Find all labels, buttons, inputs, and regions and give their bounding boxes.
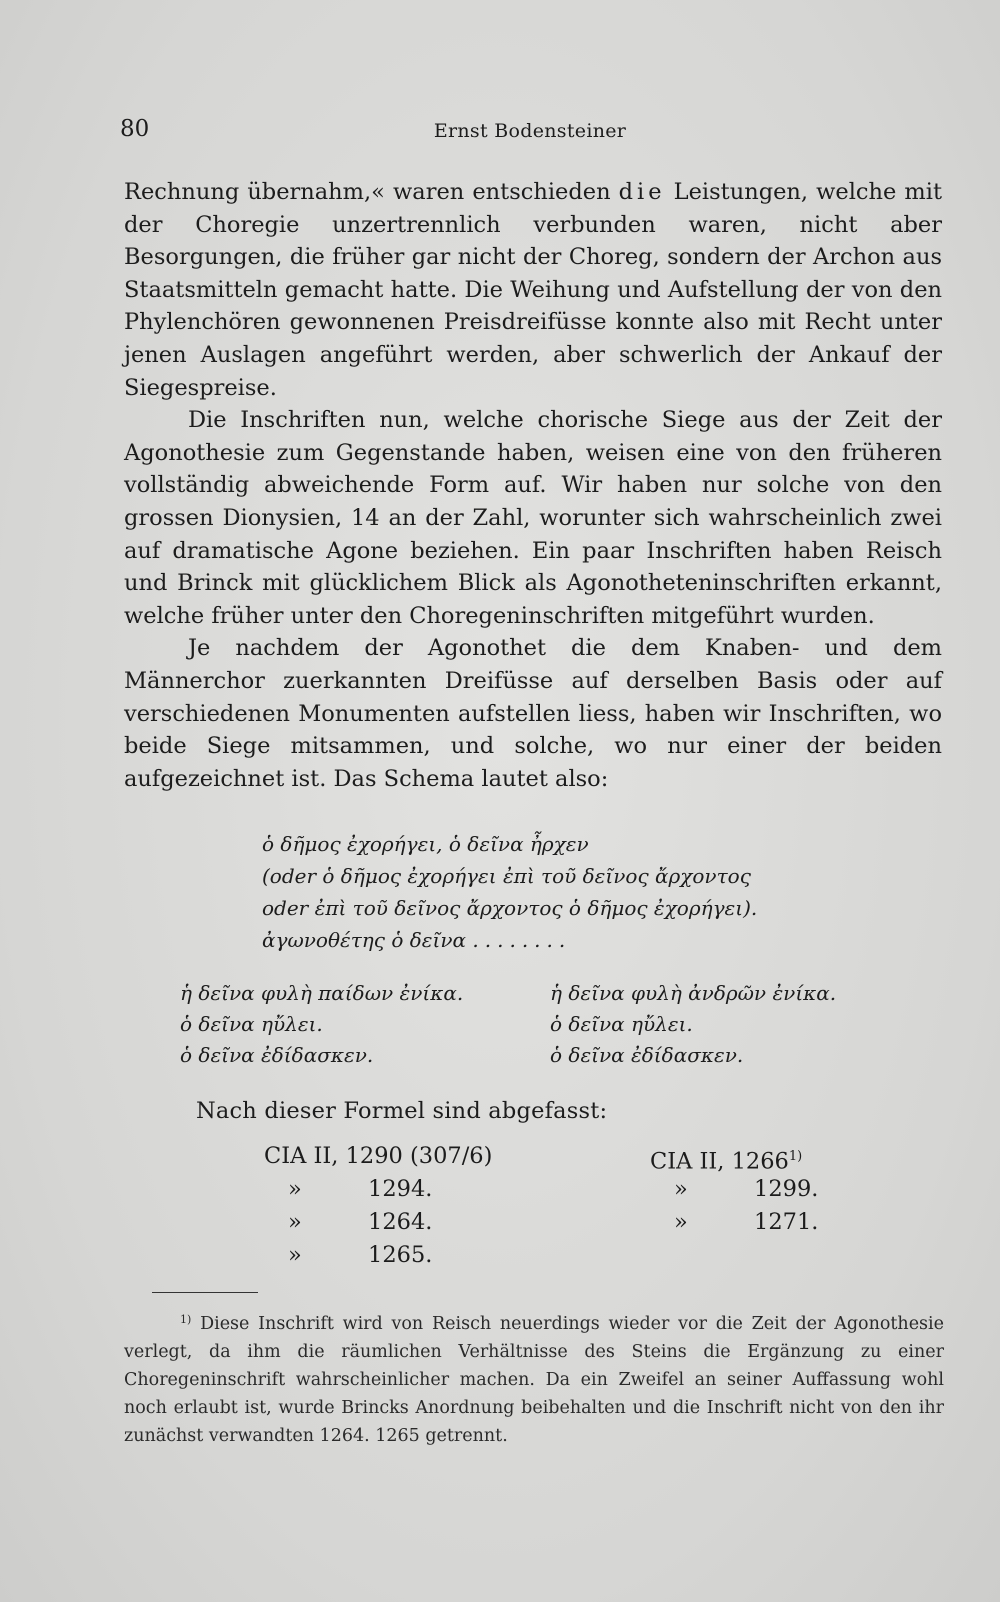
schema-column-men <box>550 978 930 1071</box>
emphasized-word: die <box>618 179 666 205</box>
cia-list-right <box>650 1140 890 1239</box>
column-line: ὁ δεῖνα ηὔλει. <box>550 1012 693 1036</box>
paragraph-2: Die Inschriften nun, welche chorische Siege aus der Zeit der Agonothesie zum Gegenstande haben, weisen eine von den früheren vollständig abweichende Form auf. Wir haben nur solche von den grossen Dionysien, 14 an der Zahl, worunter sich wahrscheinlich zwei auf dramatische Agone beziehen. Ein paar Inschriften haben Reisch und Brinck mit glücklichem Blick als Agonotheteninschriften erkannt, welche früher unter den Choregeninschriften mitgeführt wurden. <box>124 407 942 629</box>
main-text <box>124 176 942 795</box>
column-line: ὁ δεῖνα ἐδίδασκεν. <box>180 1043 374 1067</box>
cia-number: 1265. <box>368 1242 433 1268</box>
formel-intro: Nach dieser Formel sind abgefasst: <box>196 1098 608 1124</box>
footnote-text: Diese Inschrift wird von Reisch neuerdings wieder vor die Zeit der Agonothesie verlegt, da ihm die räumlichen Verhältnisse des Steins die Ergänzung zu einer Choregeninschrift wahrscheinlicher machen. Da ein Zweifel an seiner Auffassung wohl noch erlaubt ist, wurde Brincks Anordnung beibehalten und die Inschrift nicht von den ihr zunächst verwandten 1264. 1265 getrennt. <box>124 1314 944 1446</box>
cia-list-left <box>264 1140 584 1272</box>
page-number: 80 <box>120 116 150 142</box>
page-header <box>120 116 940 150</box>
paragraph-1-rest: Leistungen, welche mit der Choregie unzertrennlich verbunden waren, nicht aber Besorgungen, die früher gar nicht der Choreg, sondern der Archon aus Staatsmitteln gemacht hatte. Die Weihung und Aufstellung der von den Phylenchören gewonnenen Preisdreifüsse konnte also mit Recht unter jenen Auslagen angeführt werden, aber schwerlich der Ankauf der Siegespreise. <box>124 179 942 401</box>
footnote <box>124 1306 944 1450</box>
cia-entry <box>264 1140 584 1173</box>
cia-number: 1299. <box>754 1176 819 1202</box>
footnote-divider <box>152 1292 258 1293</box>
paragraph-3: Je nachdem der Agonothet die dem Knaben- und dem Männerchor zuerkannten Dreifüsse auf derselben Basis oder auf verschiedenen Monumenten aufstellen liess, haben wir Inschriften, wo beide Siege mitsammen, und solche, wo nur einer der beiden aufgezeichnet ist. Das Schema lautet also: <box>124 635 942 792</box>
cia-number: 1271. <box>754 1209 819 1235</box>
schema-line: oder ἐπὶ τοῦ δεῖνος ἄρχοντος ὁ δῆμος ἐχορήγει). <box>262 896 758 920</box>
cia-number: 1294. <box>368 1176 433 1202</box>
schema-column-boys <box>180 978 560 1071</box>
ditto-mark: » <box>674 1209 688 1235</box>
schema-dots: ........ <box>472 928 572 952</box>
ditto-mark: » <box>288 1242 302 1268</box>
cia-entry <box>650 1173 890 1206</box>
running-head: Ernst Bodensteiner <box>433 120 627 142</box>
paragraph-1 <box>124 176 942 404</box>
schema-line: (oder ὁ δῆμος ἐχορήγει ἐπὶ τοῦ δεῖνος ἄρχοντος <box>262 864 751 888</box>
greek-schema <box>262 828 862 956</box>
cia-entry <box>264 1173 584 1206</box>
footnote-reference: 1) <box>788 1149 803 1164</box>
schema-line: ὁ δῆμος ἐχορήγει, ὁ δεῖνα ἦρχεν <box>262 832 589 856</box>
ditto-mark: » <box>674 1176 688 1202</box>
cia-entry-text: CIA II, 1266 <box>650 1148 789 1175</box>
column-line: ὁ δεῖνα ἐδίδασκεν. <box>550 1043 744 1067</box>
column-line: ἡ δεῖνα φυλὴ παίδων ἐνίκα. <box>180 981 464 1005</box>
cia-entry <box>650 1140 890 1173</box>
cia-entry <box>264 1206 584 1239</box>
ditto-mark: » <box>288 1176 302 1202</box>
footnote-indent <box>124 1314 180 1334</box>
paragraph-1-start: Rechnung übernahm,« waren entschieden <box>124 179 619 205</box>
column-line: ὁ δεῖνα ηὔλει. <box>180 1012 323 1036</box>
schema-agonothetes: ἀγωνοθέτης ὁ δεῖνα <box>262 928 467 952</box>
schema-line <box>262 924 862 956</box>
ditto-mark: » <box>288 1209 302 1235</box>
cia-entry-first: CIA II, 1290 (307/6) <box>264 1143 493 1169</box>
column-line: ἡ δεῖνα φυλὴ ἀνδρῶν ἐνίκα. <box>550 981 837 1005</box>
cia-entry <box>264 1239 584 1272</box>
cia-number: 1264. <box>368 1209 433 1235</box>
cia-entry <box>650 1206 890 1239</box>
footnote-marker: 1) <box>180 1313 192 1326</box>
